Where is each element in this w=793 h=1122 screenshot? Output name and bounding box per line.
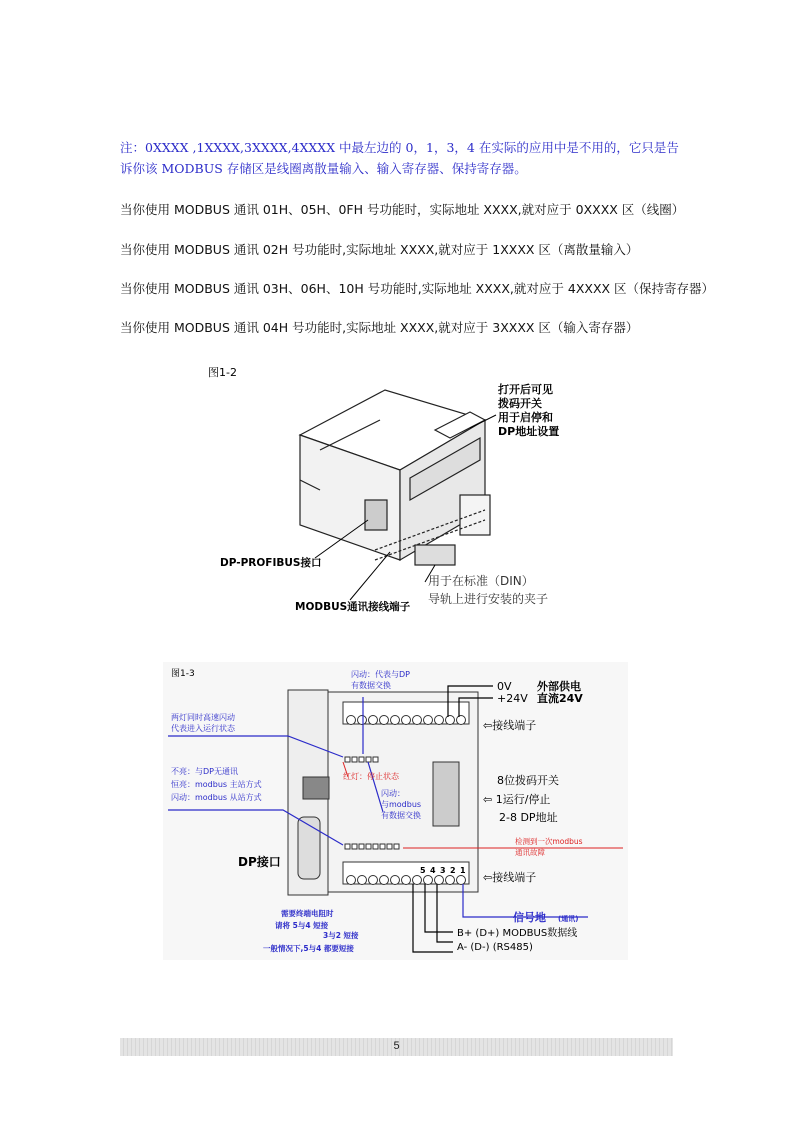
page-number: 5 [393,1040,400,1052]
fig2-ext-power-line2: 直流24V [537,692,583,705]
fig2-pin-4: 4 [430,866,436,875]
fig2-termination-line2: 请将 5与4 短接 [275,921,329,930]
module-illustration [300,390,490,565]
fig1-title: 图1-2 [208,366,237,379]
fig2-terminal-top: ⇦接线端子 [483,719,537,732]
paragraph-fc-02: 当你使用 MODBUS 通讯 02H 号功能时,实际地址 XXXX,就对应于 1XXXX 区（离散量输入） [120,242,639,257]
fig1-callout-line2: 拨码开关 [498,397,542,410]
fig2-24v: +24V [497,692,528,705]
fig1-callout-line4: DP地址设置 [498,425,560,438]
paragraph-fc-01-05-0f: 当你使用 MODBUS 通讯 01H、05H、0FH 号功能时，实际地址 XXXX,就对应于 0XXXX 区（线圈） [120,202,685,217]
fig2-signal-ground-sub: (通讯) [558,915,579,923]
fig2-pin-2: 2 [450,866,456,875]
fig1-din-line2: 导轨上进行安装的夹子 [428,592,549,606]
fig2-pin-3: 3 [440,866,446,875]
fig2-normal-case: 一般情况下,5与4 都要短接 [263,944,354,953]
fig2-pin-5: 5 [420,866,426,875]
fig2-termination-line3: 3与2 短接 [323,931,359,940]
fig2-title: 图1-3 [171,669,195,679]
fig1-terminal-label: MODBUS通讯接线端子 [295,601,411,613]
fig2-mode-line2: 恒亮：modbus 主站方式 [171,780,262,789]
fig2-termination-line1: 需要终端电阻时 [281,909,334,918]
fig1-din-line1: 用于在标准（DIN） [428,574,534,588]
figure-1-3 [163,662,628,960]
fig2-pin-1: 1 [460,866,466,875]
fig2-fault-line2: 通讯故障 [515,848,545,857]
fig2-ext-power-line1: 外部供电 [537,680,581,693]
fig2-flash-modbus-line3: 有数据交换 [381,811,421,820]
fig2-red-light: 红灯：停止状态 [343,772,399,781]
fig2-flash-modbus-line2: 与modbus [381,800,422,809]
fig2-dp-port-label: DP接口 [238,855,281,869]
fig2-fault-line1: 检测到一次modbus [515,837,583,846]
fig2-flash-dp-line2: 有数据交换 [351,681,391,690]
fig2-dip-line2: ⇦ 1运行/停止 [483,793,551,806]
fig2-mode-line3: 闪动：modbus 从站方式 [171,793,262,802]
paragraph-fc-04: 当你使用 MODBUS 通讯 04H 号功能时,实际地址 XXXX,就对应于 3XXXX 区（输入寄存器） [120,320,639,335]
figure-1-2 [200,360,600,620]
fig2-0v: 0V [497,680,512,693]
fig2-terminal-bottom: ⇦接线端子 [483,871,537,884]
fig2-bplus: B+ (D+) MODBUS数据线 [457,928,578,939]
fig2-both-lights-line2: 代表进入运行状态 [171,724,235,733]
fig1-dp-port-label: DP-PROFIBUS接口 [220,557,322,569]
fig2-dip-line3: 2-8 DP地址 [499,811,558,824]
dp-connector-shape [365,500,387,530]
note-paragraph: 注：0XXXX ,1XXXX,3XXXX,4XXXX 中最左边的 0，1，3，4 在实际的应用中是不用的，它只是告诉你该 MODBUS 存储区是线圈离散量输入、输入寄存器、保持寄存器。 [120,140,679,176]
fig2-mode-line1: 不亮：与DP无通讯 [171,767,238,776]
paragraph-fc-03-06-10: 当你使用 MODBUS 通讯 03H、06H、10H 号功能时,实际地址 XXXX,就对应于 4XXXX 区（保持寄存器） [120,281,715,296]
fig2-both-lights-line1: 两灯同时高速闪动 [171,713,235,722]
fig1-callout-line3: 用于启停和 [498,411,553,424]
fig1-callout-line1: 打开后可见 [498,383,553,396]
fig2-signal-ground: 信号地 [513,911,546,924]
fig2-dip-line1: 8位拨码开关 [497,774,559,787]
fig2-aminus: A- (D-) (RS485) [457,942,533,953]
fig2-flash-dp-line1: 闪动：代表与DP [351,670,410,679]
page-footer [120,1038,673,1056]
fig2-flash-modbus-line1: 闪动： [381,789,405,798]
